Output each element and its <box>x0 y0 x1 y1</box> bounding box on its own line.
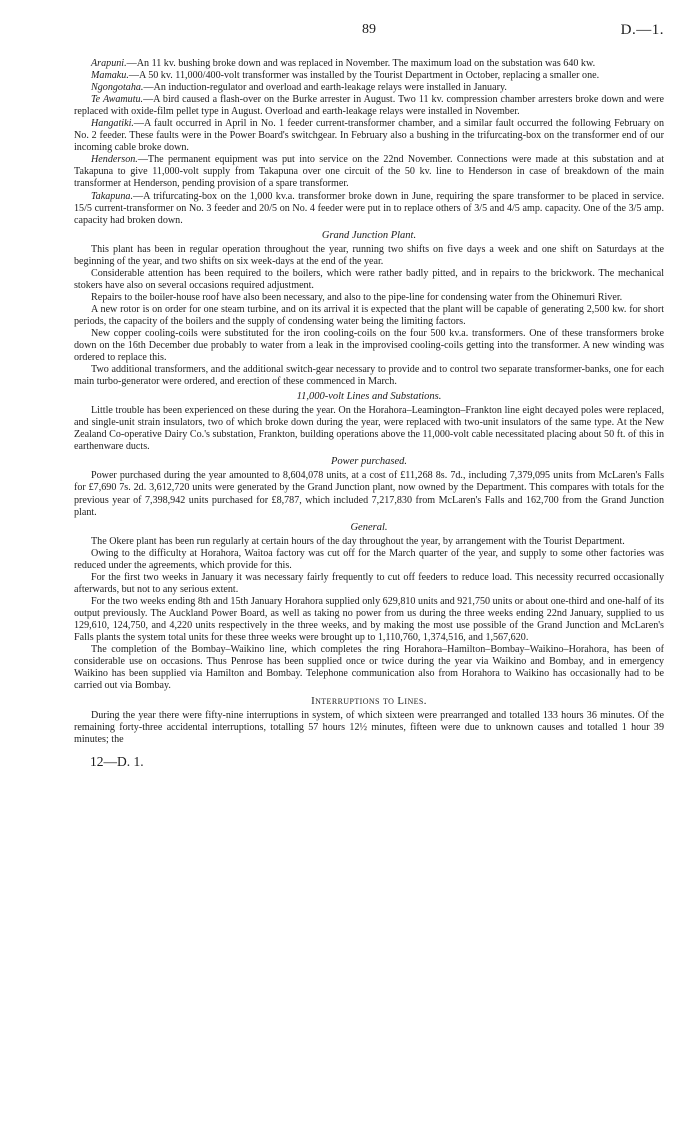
substation-name: Ngongotaha. <box>91 82 144 94</box>
substation-paragraph <box>74 118 664 154</box>
section-lines-substations <box>74 405 664 453</box>
substation-name: Arapuni. <box>91 58 127 69</box>
body-paragraph: Power purchased during the year amounted to 8,604,078 units, at a cost of £11,268 8s. 7d., including 7,379,095 units from McLaren's Falls for £7,690 7s. 2d. 3,612,720 units were generated by the Grand Junction plant, now owned by the Department. This compares with totals for the previous year of 7,398,942 units purchased for £8,787, which included 7,217,830 from McLaren's Falls and 162,700 from the Grand Junction plant. <box>74 470 664 518</box>
body-paragraph: New copper cooling-coils were substituted for the iron cooling-coils on the four 500 kv.a. transformers. One of these transformers broke down on the 16th December due probably to water from a leak in the improvised cooling-coils getting into the transformer. A new winding was ordered to replace this. <box>74 327 664 364</box>
body-paragraph: For the two weeks ending 8th and 15th January Horahora supplied only 629,810 units and 921,750 units or about one-third and one-half of its output previously. The Auckland Power Board, as well as taking no power from us during the three weeks ending 22nd January, supplied to us 129,610, 124,750, and 4,220 units respectively in the three weeks, and by making the most use possible of the Grand Junction and McLaren's Falls plants the system total units for these three weeks were brought up to 1,110,760, 1,374,516, and 1,567,620. <box>74 595 664 643</box>
substation-paragraph <box>74 82 664 94</box>
body-paragraph: For the first two weeks in January it was necessary fairly frequently to cut off feeders to reduce load. This necessity recurred occasionally afterwards, but not to any serious extent. <box>74 571 664 595</box>
document-id: D.—1. <box>620 22 664 38</box>
section-interruptions <box>74 710 664 746</box>
body-paragraph: The Okere plant has been run regularly at certain hours of the day throughout the year, by arrangement with the Tourist Department. <box>91 535 625 547</box>
substation-name: Takapuna. <box>91 190 133 202</box>
substation-paragraph <box>74 191 664 227</box>
heading-lines-substations: 11,000-volt Lines and Substations. <box>296 391 442 403</box>
body-paragraph: A new rotor is on order for one steam turbine, and on its arrival it is expected that the plant will be capable of generating 2,500 kw. for short periods, the capacity of the boilers and the supply of condensing water being the limiting factors. <box>74 303 664 327</box>
substation-text: —The permanent equipment was put into service on the 22nd November. Connections were made at this substation and at Takapuna to give 11,000-volt supply from Takapuna over one circuit of the 50 kv. line to Henderson in case of breakdown of the main transformer at Henderson, pending provision of a spare transformer. <box>74 154 664 190</box>
heading-interruptions: Interruptions to Lines. <box>311 695 427 708</box>
substation-name: Henderson. <box>91 154 138 166</box>
body-paragraph: Two additional transformers, and the additional switch-gear necessary to provide and to control two separate transformer-banks, one for each main turbo-generator were ordered, and erection of these commenced in March. <box>74 364 664 388</box>
substation-text: —An 11 kv. bushing broke down and was replaced in November. The maximum load on the substation was 640 kw. <box>126 58 596 69</box>
body-paragraph: Owing to the difficulty at Horahora, Waitoa factory was cut off for the March quarter of the year, and supply to some other factories was reduced under the agreements, which provide for this. <box>74 547 664 571</box>
substation-name: Te Awamutu. <box>91 94 144 106</box>
section-general <box>74 536 664 693</box>
body-paragraph: Little trouble has been experienced on these during the year. On the Horahora–Leamington–Frankton line eight decayed poles were replaced, and single-unit strain insulators, two of which broke down during the year, were replaced with two-unit insulators of the same type. At the New Zealand Co-operative Dairy Co.'s substation, Frankton, building operations above the 11,000-volt cable necessitated placing about 50 ft. of this in earthenware ducts. <box>74 405 664 453</box>
section-grand-junction <box>74 244 664 389</box>
substation-paragraph <box>74 70 664 82</box>
substation-text: —An induction-regulator and overload and earth-leakage relays were installed in January. <box>143 82 507 94</box>
substation-paragraph <box>74 58 664 70</box>
body-paragraph: The completion of the Bombay–Waikino line, which completes the ring Horahora–Hamilton–Bombay–Waikino–Horahora, has been of considerable use on occasions. Thus Penrose has been supplied once or twice during the year via Waikino and Bombay, and in emergency Waikino has been supplied via Hamilton and Bombay. Telephone communication also from Horahora to Waikino has occasionally had to be carried out via Bombay. <box>74 644 664 692</box>
section-power-purchased <box>74 470 664 518</box>
body-paragraph: Considerable attention has been required to the boilers, which were rather badly pitted, and in repairs to the brickwork. The mechanical stokers have also on several occasions required adjustment. <box>74 267 664 291</box>
substation-name: Hangatiki. <box>91 118 134 130</box>
footer-signature: 12—D. 1. <box>90 754 144 770</box>
page-number: 89 <box>362 22 376 37</box>
substation-paragraph <box>74 94 664 118</box>
substation-text: —A bird caused a flash-over on the Burke arrester in August. Two 11 kv. compression chamber arresters broke down and were replaced with oxide-film pellet type in August. Overload and earth-leakage relays were installed in November. <box>74 94 664 118</box>
substation-notes <box>74 58 664 227</box>
heading-power-purchased: Power purchased. <box>330 456 408 468</box>
substation-text: —A fault occurred in April in No. 1 feeder current-transformer chamber, and a similar fault occurred the following February on No. 2 feeder. These faults were in the Power Board's switchgear. In February also a bushing in the trifurcating-box on the transformer end of our incoming cable broke down. <box>74 118 664 154</box>
substation-text: —A 50 kv. 11,000/400-volt transformer was installed by the Tourist Department in October, replacing a smaller one. <box>128 70 600 82</box>
page-header <box>74 24 664 44</box>
substation-name: Mamaku. <box>91 70 129 82</box>
substation-paragraph <box>74 154 664 190</box>
body-paragraph: Repairs to the boiler-house roof have also been necessary, and also to the pipe-line for condensing water from the Ohinemuri River. <box>91 291 623 303</box>
body-paragraph: During the year there were fifty-nine interruptions in system, of which sixteen were prearranged and totalled 133 hours 36 minutes. Of the remaining forty-three accidental interruptions, totalling 57 hours 12½ minutes, fifteen were due to unknown causes and totalled 1 hour 39 minutes; the <box>74 710 664 746</box>
heading-general: General. <box>350 521 388 533</box>
heading-grand-junction: Grand Junction Plant. <box>321 229 417 241</box>
substation-text: —A trifurcating-box on the 1,000 kv.a. transformer broke down in June, requiring the spare transformer to be placed in service. 15/5 current-transformer on No. 3 feeder and 20/5 on No. 4 feeder were put in to replace others of 3/5 and 4/5 amp. capacity. One of the 3/5 amp. capacity had broken down. <box>74 190 664 226</box>
body-paragraph: This plant has been in regular operation throughout the year, running two shifts on five days a week and one shift on Saturdays at the beginning of the year, and two shifts on six week-days at the end of the year. <box>74 243 664 267</box>
